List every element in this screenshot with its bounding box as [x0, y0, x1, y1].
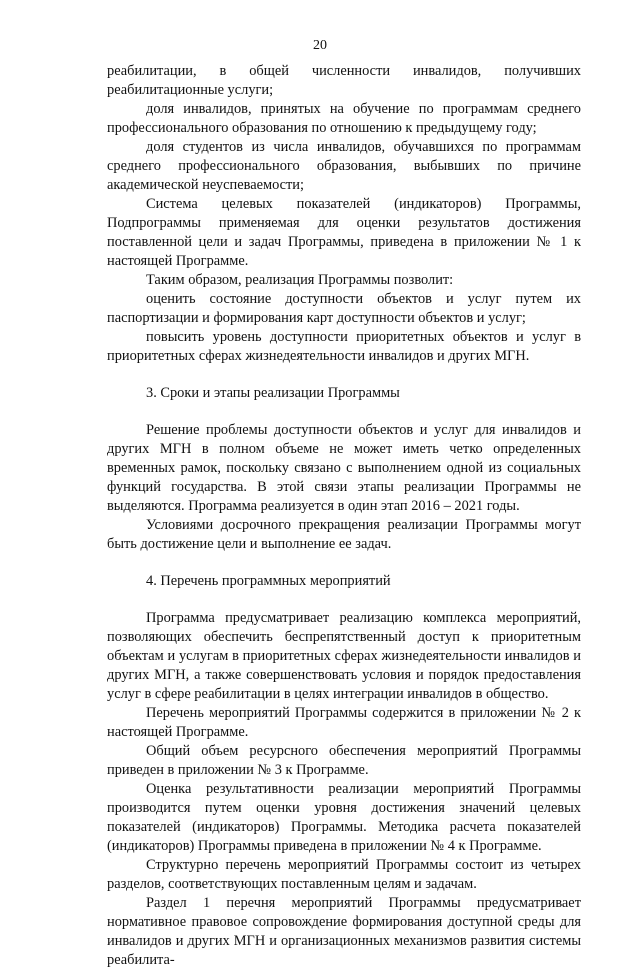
spacer — [107, 403, 581, 421]
paragraph-continuation: реабилитации, в общей численности инвалидов, получивших реабилитационные услуги; — [107, 63, 581, 98]
paragraph: Перечень мероприятий Программы содержится в приложении № 2 к настоящей Программе. — [107, 705, 581, 740]
spacer — [107, 591, 581, 609]
paragraph: Таким образом, реализация Программы позволит: — [146, 272, 454, 288]
page-number: 20 — [313, 38, 327, 53]
paragraph: Программа предусматривает реализацию комплекса мероприятий, позволяющих обеспечить беспрепятственный доступ к приоритетным объектам и услугам в приоритетных сферах жизнедеятельности инвалидов и других МГН, а также совершенствовать условия и порядок предоставления услуг в сфере реабилитации в целях интеграции инвалидов в общество. — [107, 610, 581, 702]
section-heading: 3. Сроки и этапы реализации Программы — [146, 385, 400, 401]
paragraph: Оценка результативности реализации мероприятий Программы производится путем оценки уровня достижения значений целевых показателей (индикаторов) Программы. Методика расчета показателей (индикаторов) Программы приведена в приложении № 4 к Программе. — [107, 781, 581, 854]
paragraph: Структурно перечень мероприятий Программы состоит из четырех разделов, соответствующих поставленным целям и задачам. — [107, 857, 581, 892]
paragraph: повысить уровень доступности приоритетных объектов и услуг в приоритетных сферах жизнедеятельности инвалидов и других МГН. — [107, 329, 581, 364]
spacer — [107, 366, 581, 384]
spacer — [107, 554, 581, 572]
section-heading: 4. Перечень программных мероприятий — [146, 573, 391, 589]
paragraph: оценить состояние доступности объектов и услуг путем их паспортизации и формирования карт доступности объектов и услуг; — [107, 291, 581, 326]
paragraph: Общий объем ресурсного обеспечения мероприятий Программы приведен в приложении № 3 к Программе. — [107, 743, 581, 778]
paragraph: доля студентов из числа инвалидов, обучавшихся по программам среднего профессионального образования, выбывших по причине академической неуспеваемости; — [107, 139, 581, 193]
paragraph: доля инвалидов, принятых на обучение по программам среднего профессионального образования по отношению к предыдущему году; — [107, 101, 581, 136]
paragraph: Условиями досрочного прекращения реализации Программы могут быть достижение цели и выполнение ее задач. — [107, 517, 581, 552]
paragraph: Раздел 1 перечня мероприятий Программы предусматривает нормативное правовое сопровождение формирования доступной среды для инвалидов и других МГН и организационных механизмов развития системы реабилита- — [107, 895, 581, 968]
paragraph: Система целевых показателей (индикаторов) Программы, Подпрограммы применяемая для оценки результатов достижения поставленной цели и задач Программы, приведена в приложении № 1 к настоящей Программе. — [107, 196, 581, 269]
paragraph: Решение проблемы доступности объектов и услуг для инвалидов и других МГН в полном объеме не может иметь четко определенных временных рамок, поскольку связано с выполнением одной из социальных функций государства. В этой связи этапы реализации Программы не выделяются. Программа реализуется в один этап 2016 – 2021 годы. — [107, 422, 581, 514]
document-body — [107, 62, 581, 970]
